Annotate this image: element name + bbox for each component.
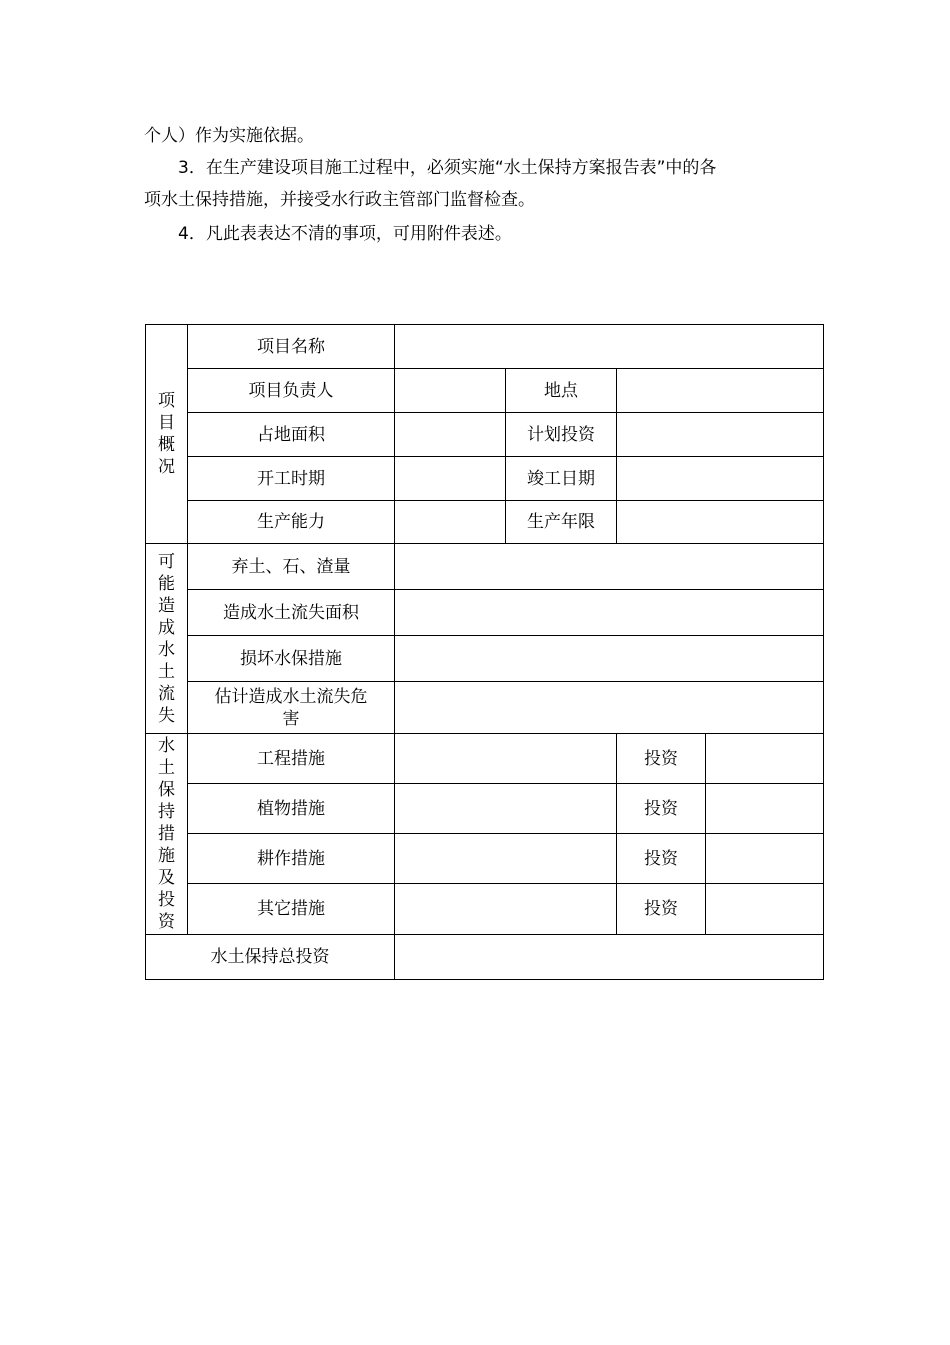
value-location[interactable] [617,369,824,413]
value-planned-investment[interactable] [617,413,824,457]
intro-item-4: 4．凡此表表达不清的事项，可用附件表述。 [178,224,512,244]
intro-item-3-line-2: 项水土保持措施，并接受水行政主管部门监督检查。 [144,190,535,210]
label-land-area: 占地面积 [188,413,395,457]
value-production-capacity[interactable] [395,501,506,544]
label-start-date: 开工时期 [188,457,395,501]
section-label-possible-erosion: 可 能 造 成 水 土 流 失 [146,544,188,734]
label-project-name: 项目名称 [188,325,395,369]
value-engineering-measures[interactable] [395,734,617,784]
soil-conservation-form-table [145,324,824,980]
label-erosion-area: 造成水土流失面积 [188,590,395,636]
section-label-measures-investment: 水 土 保 持 措 施 及 投 资 [146,734,188,935]
value-production-years[interactable] [617,501,824,544]
intro-line-1: 个人）作为实施依据。 [144,126,314,146]
label-farming-measures: 耕作措施 [188,834,395,884]
value-plant-investment[interactable] [706,784,824,834]
value-plant-measures[interactable] [395,784,617,834]
label-total-investment: 水土保持总投资 [146,935,395,980]
value-start-date[interactable] [395,457,506,501]
value-farming-measures[interactable] [395,834,617,884]
section-label-project-overview: 项 目 概 况 [146,325,188,544]
label-plant-measures: 植物措施 [188,784,395,834]
value-project-lead[interactable] [395,369,506,413]
label-farming-investment: 投资 [617,834,706,884]
value-other-investment[interactable] [706,884,824,935]
label-plant-investment: 投资 [617,784,706,834]
value-land-area[interactable] [395,413,506,457]
label-damaged-measures: 损坏水保措施 [188,636,395,682]
value-damaged-measures[interactable] [395,636,824,682]
label-spoil-volume: 弃土、石、渣量 [188,544,395,590]
label-production-years: 生产年限 [506,501,617,544]
label-completion-date: 竣工日期 [506,457,617,501]
value-other-measures[interactable] [395,884,617,935]
value-total-investment[interactable] [395,935,824,980]
value-engineering-investment[interactable] [706,734,824,784]
label-production-capacity: 生产能力 [188,501,395,544]
value-project-name[interactable] [395,325,824,369]
label-other-measures: 其它措施 [188,884,395,935]
label-planned-investment: 计划投资 [506,413,617,457]
label-project-lead: 项目负责人 [188,369,395,413]
label-engineering-investment: 投资 [617,734,706,784]
label-location: 地点 [506,369,617,413]
intro-item-3-line-1: 3．在生产建设项目施工过程中，必须实施“水土保持方案报告表”中的各 [178,158,717,178]
value-completion-date[interactable] [617,457,824,501]
value-erosion-area[interactable] [395,590,824,636]
label-other-investment: 投资 [617,884,706,935]
value-estimated-harm[interactable] [395,682,824,734]
value-spoil-volume[interactable] [395,544,824,590]
label-engineering-measures: 工程措施 [188,734,395,784]
value-farming-investment[interactable] [706,834,824,884]
label-estimated-harm: 估计造成水土流失危 害 [188,682,395,734]
